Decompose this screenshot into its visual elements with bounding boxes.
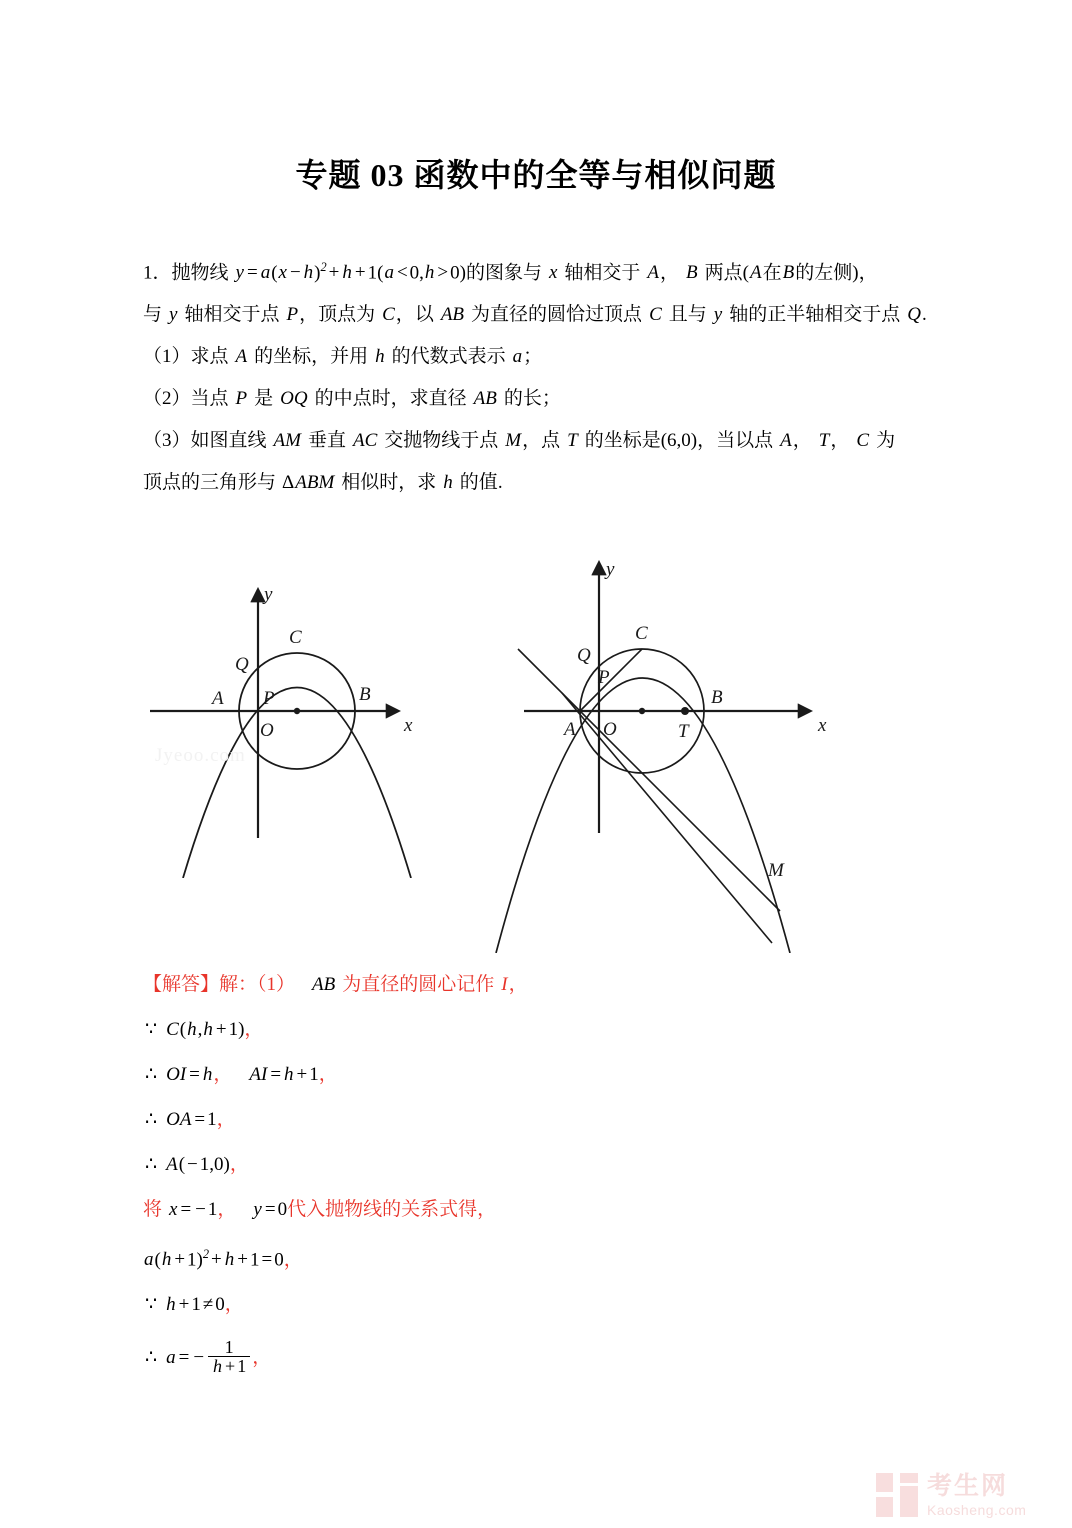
point-label-o: O xyxy=(260,720,274,741)
answer-result-line: ∴ a = − $\frac{1}{h + 1}$ ， xyxy=(145,1336,272,1377)
answer-section xyxy=(143,962,843,1389)
point-label-p: P xyxy=(263,688,275,709)
point-label-q: Q xyxy=(577,645,591,666)
part-2-label: （2） xyxy=(143,388,191,410)
line-ac-extended xyxy=(518,649,780,911)
point-label-b: B xyxy=(359,684,371,705)
kaosheng-watermark-text xyxy=(927,1474,1026,1517)
parabola-curve xyxy=(183,688,411,879)
point-label-b: B xyxy=(711,687,723,708)
figure-2-parabola-circle-lines xyxy=(480,543,900,953)
part-1-label: （1） xyxy=(143,346,191,368)
problem-part-1: （1）求点 A 的坐标，并用 h 的代数式表示 a； xyxy=(143,346,543,368)
answer-substitute-line: 将 x = − 1， y = 0代入抛物线的关系式得， xyxy=(143,1199,497,1220)
point-label-t: T xyxy=(678,721,689,742)
fraction-a-value xyxy=(208,1338,250,1377)
point-label-q: Q xyxy=(235,654,249,675)
point-label-m: M xyxy=(768,860,784,881)
answer-tag: 【解答】 xyxy=(143,974,220,995)
substitute-tail: 代入抛物线的关系式得， xyxy=(287,1199,497,1220)
problem-stem-line-1: 1．抛物线 $y = a(x - h)^2 + h + 1(a < 0,h > 0)$的图象与 x 轴相交于 A， B 两点(A在B的左侧)， xyxy=(143,260,878,284)
fraction-denominator: h + 1 xyxy=(208,1356,250,1376)
x-axis-label: x xyxy=(404,715,413,736)
jyeoo-watermark: Jyeoo.com xyxy=(155,745,246,766)
point-t-marker xyxy=(681,707,689,715)
problem-number: 1． xyxy=(143,262,172,284)
answer-header-text: 解：（1） xyxy=(219,974,296,995)
point-label-a: A xyxy=(212,688,224,709)
page-title: 专题 03 函数中的全等与相似问题 xyxy=(295,157,777,193)
answer-header-tail: 为直径的圆心记作 xyxy=(342,974,495,995)
answer-line-1: ∵ C(h,h + 1)， xyxy=(145,1019,264,1040)
y-axis-label: y xyxy=(264,584,273,605)
problem-body xyxy=(143,246,943,504)
kaosheng-watermark xyxy=(876,1466,1066,1524)
circle-center-point xyxy=(294,708,300,714)
answer-line-4: ∴ A( − 1,0)， xyxy=(145,1154,249,1175)
result-variable: a xyxy=(166,1347,176,1369)
part-3-label: （3） xyxy=(143,430,191,452)
substitute-lead: 将 xyxy=(143,1199,163,1220)
line-am xyxy=(562,693,772,943)
x-axis-label: x xyxy=(818,715,827,736)
problem-part-3-b: 顶点的三角形与 ΔABM 相似时，求 h 的值. xyxy=(143,472,503,494)
brand-name-cn: 考生网 xyxy=(927,1472,1009,1500)
fraction-numerator: 1 xyxy=(224,1336,234,1357)
point-label-c: C xyxy=(635,623,648,644)
answer-inequality-line: ∵ h + 1 ≠ 0， xyxy=(145,1294,244,1316)
y-axis-label: y xyxy=(606,559,615,580)
answer-header-segment: AB xyxy=(312,974,336,995)
point-label-a: A xyxy=(564,719,576,740)
answer-header-var: I xyxy=(501,974,508,995)
problem-stem-line-2: 与 y 轴相交于点 P，顶点为 C，以 AB 为直径的圆恰过顶点 C 且与 y 轴的正半轴相交于点 Q. xyxy=(143,304,927,326)
circle-center-point xyxy=(639,708,645,714)
problem-part-3-a: （3）如图直线 AM 垂直 AC 交抛物线于点 M，点 T 的坐标是(6,0)，当以点 A， T， C 为 xyxy=(143,430,896,452)
problem-part-2: （2）当点 P 是 OQ 的中点时，求直径 AB 的长； xyxy=(143,388,561,410)
answer-line-2: ∴ OI = h， AI = h + 1， xyxy=(145,1064,338,1085)
brand-name-en: Kaosheng.com xyxy=(927,1501,1027,1518)
answer-equation-line: $a(h + 1)^2 + h + 1 = 0$， xyxy=(144,1247,303,1271)
kaosheng-logo-icon xyxy=(876,1473,918,1517)
answer-line-3: ∴ OA = 1， xyxy=(145,1109,236,1130)
point-label-c: C xyxy=(289,627,302,648)
point-label-p: P xyxy=(598,667,610,688)
figure-1-parabola-circle xyxy=(150,548,450,878)
answer-header: 【解答】解：（1） AB 为直径的圆心记作 I， xyxy=(143,974,528,995)
stem-lead: 抛物线 xyxy=(171,262,229,284)
point-label-o: O xyxy=(603,719,617,740)
